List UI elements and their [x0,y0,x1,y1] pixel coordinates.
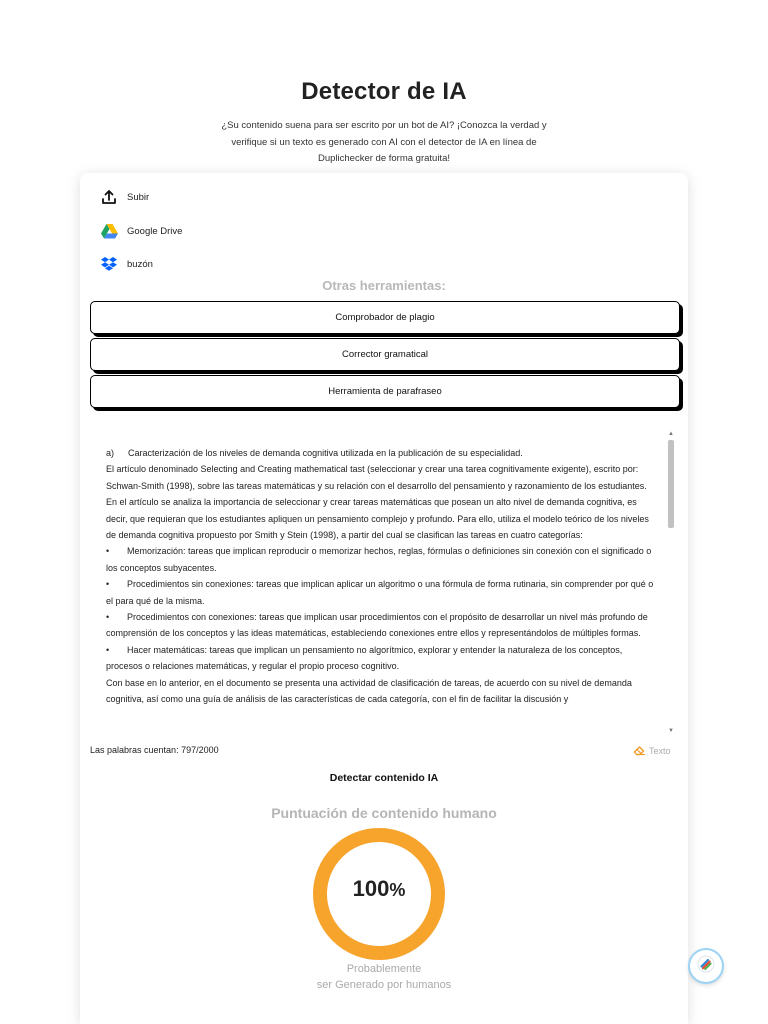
score-percent: % [389,880,406,900]
detect-ai-content-button[interactable]: Detectar contenido IA [329,772,439,784]
google-drive-button[interactable] [100,220,182,242]
scroll-up-icon[interactable]: ▲ [668,431,674,437]
text-heading-number: a) [106,448,115,458]
text-bullet-item [106,543,656,576]
scroll-down-icon[interactable]: ▼ [668,728,674,734]
score-value [310,876,448,902]
other-tools-heading: Otras herramientas: [322,278,446,293]
scrollbar-thumb[interactable] [668,440,674,528]
word-count: Las palabras cuentan: 797/2000 [90,745,219,755]
plagiarism-checker-button[interactable]: Comprobador de plagio [90,301,680,334]
text-input-content [90,430,676,708]
paraphrasing-tool-button[interactable]: Herramienta de parafraseo [90,375,680,408]
text-heading-line [106,445,656,461]
text-bullet-text: Hacer matemáticas: tareas que implican un pensamiento no algorítmico, explorar y entender la naturaleza de los conceptos, procesos o relaciones matemáticas, y regular el propio proceso cognitivo. [106,644,623,672]
text-bullet-text: Memorización: tareas que implican reproducir o memorizar hechos, reglas, fórmulas o definiciones sin conexión con el significado o los conceptos subyacentes. [106,546,652,573]
dropbox-button[interactable] [100,253,153,275]
upload-label: Subir [127,191,150,203]
text-bullet-text: Procedimientos con conexiones: tareas que implican usar procedimientos con el propósito de desarrollar un nivel más profundo de comprensión de los conceptos y las ideas matemáticas, estableciendo conexiones entre ellos y representándolos de múltiples formas. [106,612,648,639]
text-scrollbar[interactable] [665,430,677,735]
pencil-ruler-icon [697,955,715,978]
text-paragraph: El artículo denominado Selecting and Creating mathematical tast (seleccionar y crear una tarea cognitivamente exigente), escrito por: Schwan-Smith (1998), sobre las tareas matemáticas y su relación con el desarrollo del pensamiento y razonamiento de los estudiantes. En el artículo se analiza la importancia de seleccionar y crear tareas matemáticas que posean un alto nivel de demanda cognitiva, es decir, que requieran que los estudiantes apliquen un pensamiento complejo y profundo. Para ello, utiliza el modelo teórico de los niveles de demanda cognitiva propuesto por Smith y Stein (1998), a partir del cual se clasifican las tareas en cuatro categorías: [106,464,649,541]
text-bullet-item [106,609,656,642]
text-input-area[interactable] [90,430,676,735]
result-label-line1: Probablemente [346,963,422,975]
eraser-icon [633,745,646,756]
clear-text-button[interactable] [633,745,671,756]
result-label-line2: ser Generado por humanos [316,979,452,991]
text-heading: Caracterización de los niveles de demanda cognitiva utilizada en la publicación de su especialidad. [128,448,523,458]
page-subtitle: ¿Su contenido suena para ser escrito por un bot de AI? ¡Conozca la verdad y verifique si un texto es generado con AI con el detector de IA en línea de Duplichecker de forma gratuita! [221,120,547,164]
text-bullet-item [106,576,656,609]
grammar-checker-button[interactable]: Corrector gramatical [90,338,680,371]
score-heading: Puntuación de contenido humano [271,805,497,821]
text-paragraph: Con base en lo anterior, en el documento se presenta una actividad de clasificación de tareas, de acuerdo con su nivel de demanda cognitiva, así como una guía de análisis de las características de cada categoría, con el fin de facilitar la discusión y [106,677,632,705]
text-bullet-text: Procedimientos sin conexiones: tareas que implican aplicar un algoritmo o una fórmula de forma rutinaria, sin comprender por qué o el para qué de la misma. [106,579,654,606]
google-drive-label: Google Drive [127,225,183,237]
google-drive-icon [100,222,118,240]
dropbox-icon [100,255,118,273]
upload-icon [100,188,118,206]
floating-tool-button[interactable] [690,950,722,982]
result-label [80,961,688,993]
page-header [0,78,768,168]
upload-button[interactable] [100,186,149,208]
page-title: Detector de IA [301,78,467,105]
detector-card [80,173,688,1024]
clear-text-label: Texto [649,745,671,756]
score-number: 100 [352,876,390,901]
dropbox-label: buzón [127,258,153,270]
text-bullet-item [106,642,656,675]
